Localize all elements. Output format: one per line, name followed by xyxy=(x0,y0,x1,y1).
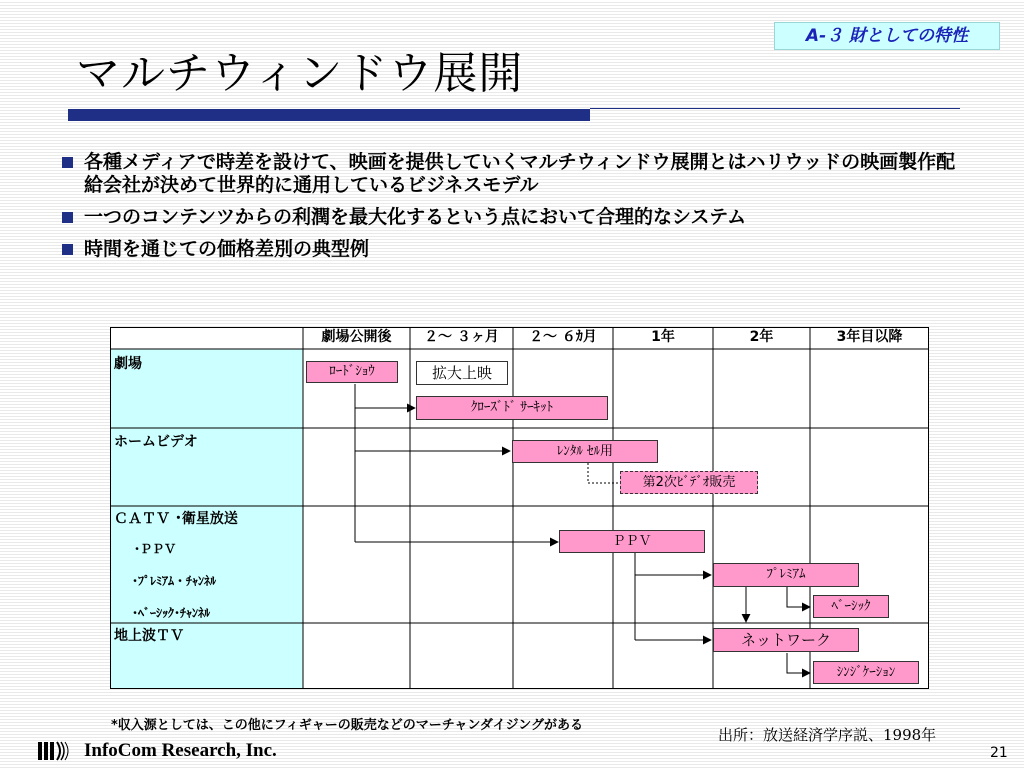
box-closed-circuit: ｸﾛｰｽﾞﾄﾞ ｻｰｷｯﾄ xyxy=(416,396,608,420)
company-name: InfoCom Research, Inc. xyxy=(84,740,277,761)
bullet-list xyxy=(62,151,962,270)
bullet-text: 各種メディアで時差を設けて、映画を提供していくマルチウィンドウ展開とはハリウッドの映画製作配給会社が決めて世界的に通用しているビジネスモデル xyxy=(84,151,956,196)
window-timeline-table xyxy=(110,327,929,689)
header-col-theatrical: 劇場公開後 xyxy=(321,329,392,345)
box-roadshow: ﾛｰﾄﾞｼｮｳ xyxy=(306,361,398,383)
header-col-1-year: 1年 xyxy=(651,329,675,345)
slide-title: マルチウィンドウ展開 xyxy=(76,48,524,99)
company-logo-icon xyxy=(38,740,78,762)
title-rule xyxy=(590,108,960,109)
square-bullet-icon xyxy=(62,212,73,223)
row-label-home-video: ホームビデオ xyxy=(114,434,198,450)
bullet-text: 時間を通じての価格差別の典型例 xyxy=(84,238,370,260)
box-syndication: ｼﾝｼﾞｹｰｼｮﾝ xyxy=(813,661,919,684)
header-col-2-3-months: ２〜 ３ヶ月 xyxy=(424,329,499,345)
box-second-video-sales: 第2次ﾋﾞﾃﾞｵ販売 xyxy=(620,471,758,494)
footnote: *収入源としては、この他にフィギャーの販売などのマーチャンダイジングがある xyxy=(111,718,584,733)
header-col-2-years: 2年 xyxy=(749,329,774,345)
bullet-text: 一つのコンテンツからの利潤を最大化するという点において合理的なシステム xyxy=(84,206,747,228)
box-expanded-release: 拡大上映 xyxy=(416,361,508,385)
box-network: ネットワーク xyxy=(713,628,859,652)
row-sublabel-basic: ･ﾍﾞｰｼｯｸ･ﾁｬﾝﾈﾙ xyxy=(132,606,211,620)
square-bullet-icon xyxy=(62,244,73,255)
row-label-catv: ＣＡＴＶ ･衛星放送 xyxy=(114,511,238,527)
box-ppv: ＰＰＶ xyxy=(559,530,705,553)
row-sublabel-premium: ･ﾌﾟﾚﾐｱﾑ・ﾁｬﾝﾈﾙ xyxy=(132,574,217,588)
bullet-item xyxy=(62,151,962,197)
row-label-terrestrial: 地上波ＴＶ xyxy=(114,628,184,644)
title-underline xyxy=(68,109,590,121)
box-basic: ﾍﾞｰｼｯｸ xyxy=(813,595,889,618)
row-label-theater: 劇場 xyxy=(114,356,142,372)
page-number: 21 xyxy=(990,745,1008,761)
row-sublabel-ppv: ･ＰＰＶ xyxy=(134,542,177,556)
box-premium: ﾌﾟﾚﾐｱﾑ xyxy=(713,563,859,587)
square-bullet-icon xyxy=(62,157,73,168)
section-tag: A-３ 財としての特性 xyxy=(774,22,1000,50)
bullet-item xyxy=(62,206,962,229)
bullet-item xyxy=(62,238,962,261)
header-col-3-years-plus: 3年目以降 xyxy=(836,329,903,345)
box-rental-sell: ﾚﾝﾀﾙ ｾﾙ用 xyxy=(512,440,658,463)
header-col-2-6-months: ２〜 ６ｶ月 xyxy=(529,329,597,345)
source-citation: 出所：放送経済学序説、1998年 xyxy=(718,726,937,744)
